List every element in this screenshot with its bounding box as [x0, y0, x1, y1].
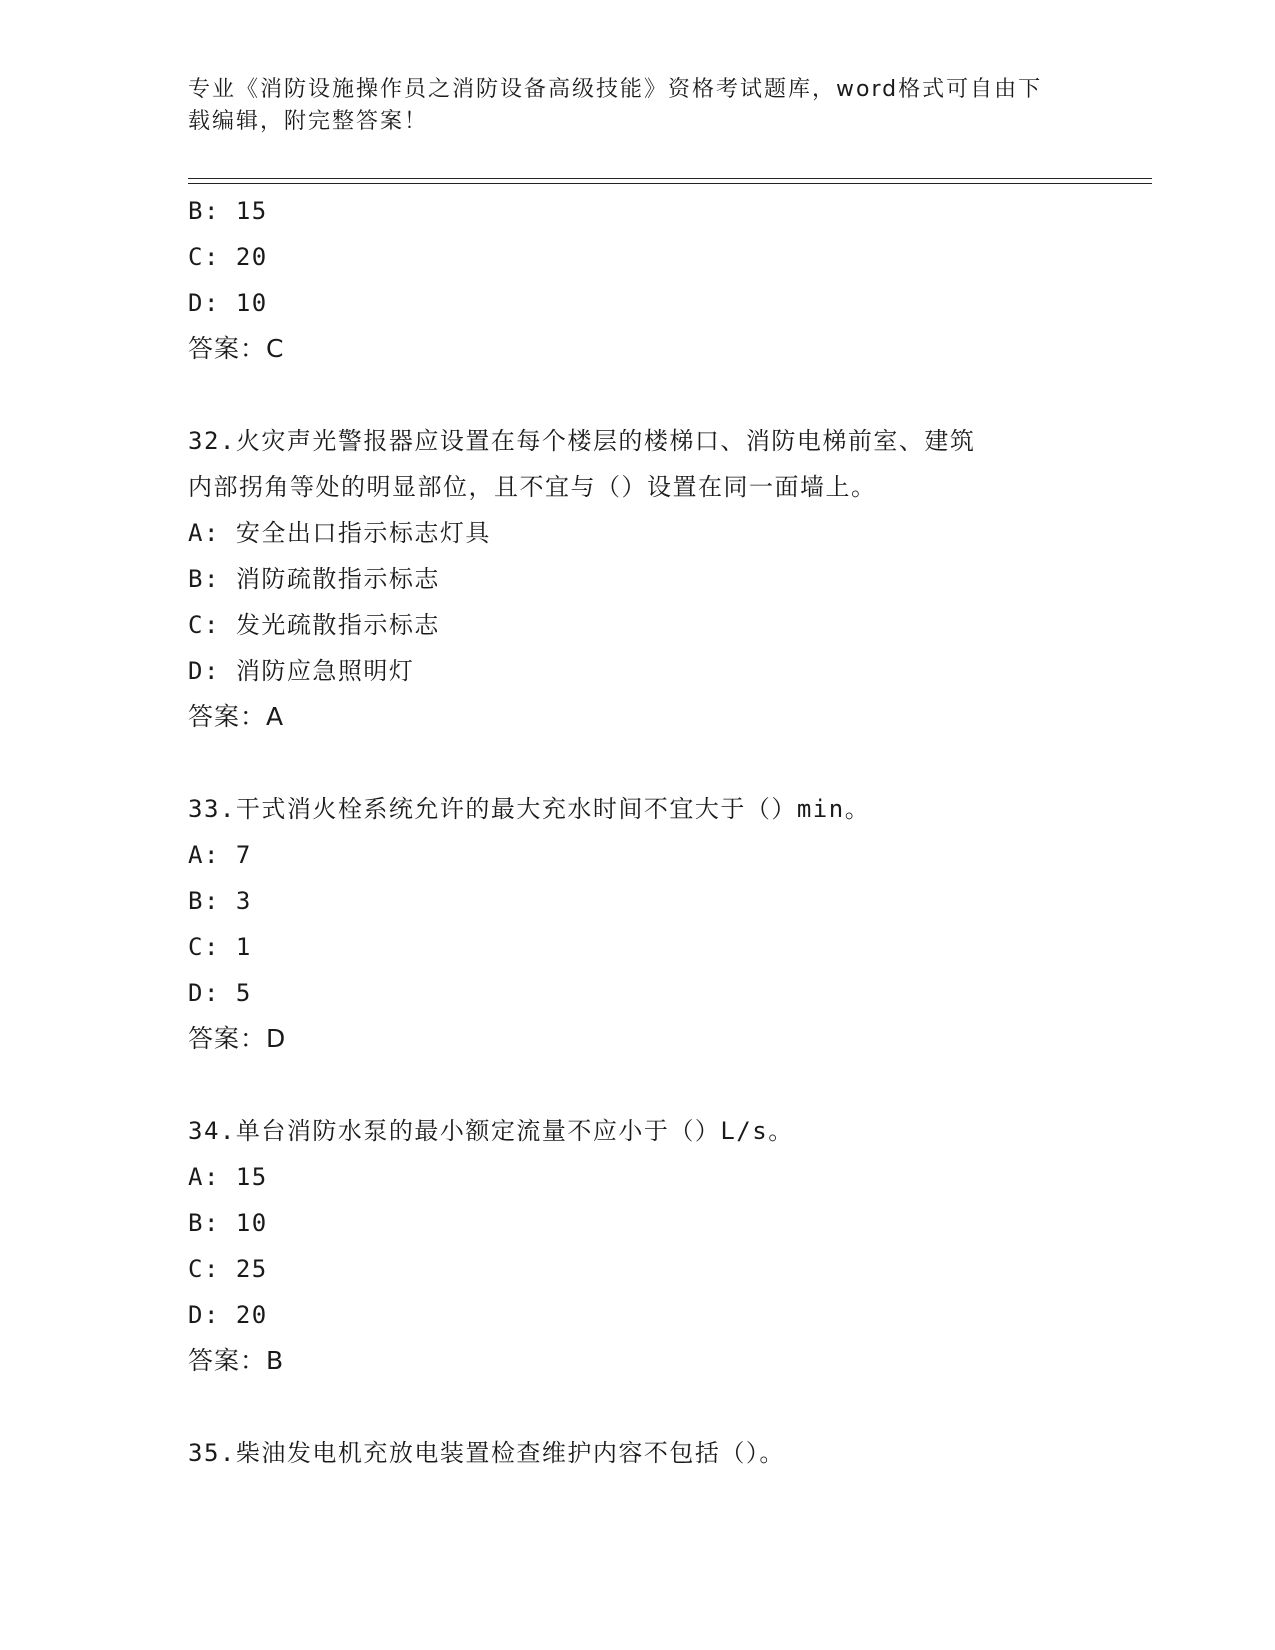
question-31-tail: [188, 188, 1088, 372]
question-32: [188, 418, 1088, 740]
option-c: C: 1: [188, 933, 252, 961]
option-b: B: 15: [188, 197, 268, 225]
option-d: D: 5: [188, 979, 252, 1007]
option-d: D: 10: [188, 289, 268, 317]
option-b: B: 消防疏散指示标志: [188, 565, 440, 593]
header-divider-top: [188, 178, 1152, 179]
question-34: [188, 1108, 1088, 1384]
question-stem: 32.火灾声光警报器应设置在每个楼层的楼梯口、消防电梯前室、建筑: [188, 427, 976, 455]
option-b: B: 3: [188, 887, 252, 915]
question-33: [188, 786, 1088, 1062]
option-d: D: 20: [188, 1301, 268, 1329]
header-divider-bottom: [188, 183, 1152, 184]
option-d: D: 消防应急照明灯: [188, 657, 415, 685]
answer-line: 答案：B: [188, 1346, 285, 1375]
option-a: A: 15: [188, 1163, 268, 1191]
answer-line: 答案：C: [188, 334, 285, 363]
answer-line: 答案：D: [188, 1024, 287, 1053]
option-c: C: 25: [188, 1255, 268, 1283]
option-c: C: 20: [188, 243, 268, 271]
question-content: [188, 188, 1088, 1476]
question-35: [188, 1430, 1088, 1476]
option-c: C: 发光疏散指示标志: [188, 611, 440, 639]
header-line-2: 载编辑，附完整答案！: [188, 109, 429, 134]
question-stem: 33.干式消火栓系统允许的最大充水时间不宜大于（）min。: [188, 795, 871, 823]
answer-line: 答案：A: [188, 702, 285, 731]
question-stem: 34.单台消防水泵的最小额定流量不应小于（）L/s。: [188, 1117, 794, 1145]
document-header: [188, 74, 1088, 138]
question-stem: 35.柴油发电机充放电装置检查维护内容不包括（）。: [188, 1439, 785, 1467]
option-a: A: 7: [188, 841, 252, 869]
option-a: A: 安全出口指示标志灯具: [188, 519, 491, 547]
question-stem: 内部拐角等处的明显部位，且不宜与（）设置在同一面墙上。: [188, 473, 877, 501]
option-b: B: 10: [188, 1209, 268, 1237]
header-line-1: 专业《消防设施操作员之消防设备高级技能》资格考试题库，word格式可自由下: [188, 77, 1043, 102]
